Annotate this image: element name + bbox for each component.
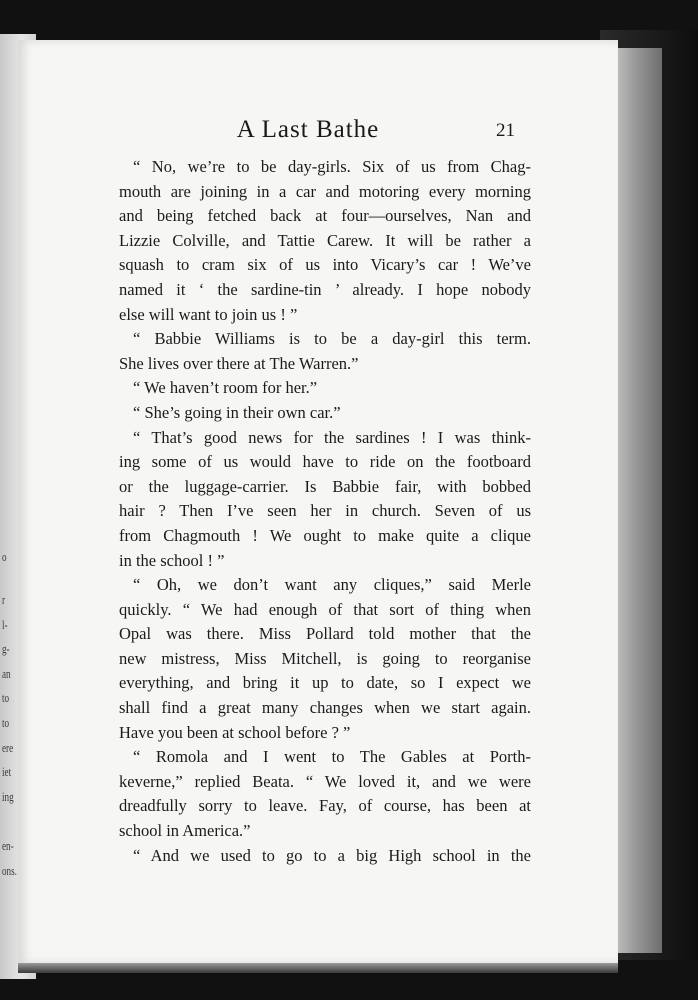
text-line: keverne,” replied Beata. “ We loved it, and we were [119,771,531,791]
facing-page-fragment: iet [2,764,12,779]
facing-page-fragment: to [2,690,10,705]
book-spine [614,48,662,953]
text-line: Opal was there. Miss Pollard told mother that the [119,624,531,644]
text-line: Lizzie Colville, and Tattie Carew. It will be rather a [119,230,531,250]
text-line: She lives over there at The Warren.” [119,353,359,373]
text-line: and being fetched back at four—ourselves, Nan and [119,206,531,226]
text-line: dreadfully sorry to leave. Fay, of course, has been at [119,796,531,816]
facing-page-fragment: l- [2,617,8,632]
text-line: ing some of us would have to ride on the footboard [119,452,531,472]
text-line: “ That’s good news for the sardines ! I was think- [133,427,531,447]
facing-page-fragment: ere [2,740,14,755]
text-line: quickly. “ We had enough of that sort of thing when [119,599,531,619]
text-line: “ No, we’re to be day-girls. Six of us from Chag- [133,157,531,176]
text-line: else will want to join us ! ” [119,304,298,324]
text-line: “ Romola and I went to The Gables at Porth- [133,747,531,767]
facing-page-fragment: r [2,592,6,607]
book-page [18,40,618,964]
text-line: “ And we used to go to a big High school in the [133,845,531,865]
facing-page-fragment: o [2,549,7,564]
text-line: school in America.” [119,821,251,841]
text-line: mouth are joining in a car and motoring every morning [119,181,531,201]
facing-page-fragment: g- [2,641,10,656]
running-head: A Last Bathe [236,116,380,143]
text-line: shall find a great many changes when we start again. [119,698,531,718]
text-line: squash to cram six of us into Vicary’s car ! We’ve [119,255,531,275]
text-line: new mistress, Miss Mitchell, is going to reorganise [119,648,531,668]
text-line: Have you been at school before ? ” [119,722,351,742]
text-line: from Chagmouth ! We ought to make quite a clique [119,525,531,545]
text-line: in the school ! ” [119,550,225,570]
text-line: named it ‘ the sardine-tin ’ already. I hope nobody [119,279,531,299]
text-line: or the luggage-carrier. Is Babbie fair, with bobbed [119,476,531,496]
text-line: “ Babbie Williams is to be a day-girl this term. [133,329,531,349]
page-bottom-edge [18,963,618,973]
facing-page-fragment: en- [2,838,14,853]
text-line: “ She’s going in their own car.” [133,402,341,422]
facing-page-fragment: an [2,666,11,681]
text-line: “ We haven’t room for her.” [133,378,318,398]
facing-page-fragment: ing [2,789,14,804]
page-number: 21 [496,120,515,141]
text-line: everything, and bring it up to date, so I expect we [119,673,531,693]
facing-page-fragment: ons. [2,863,17,878]
text-line: “ Oh, we don’t want any cliques,” said Merle [133,575,531,595]
text-line: hair ? Then I’ve seen her in church. Seven of us [119,501,531,521]
facing-page-fragment: to [2,715,10,730]
body-text [119,155,531,868]
